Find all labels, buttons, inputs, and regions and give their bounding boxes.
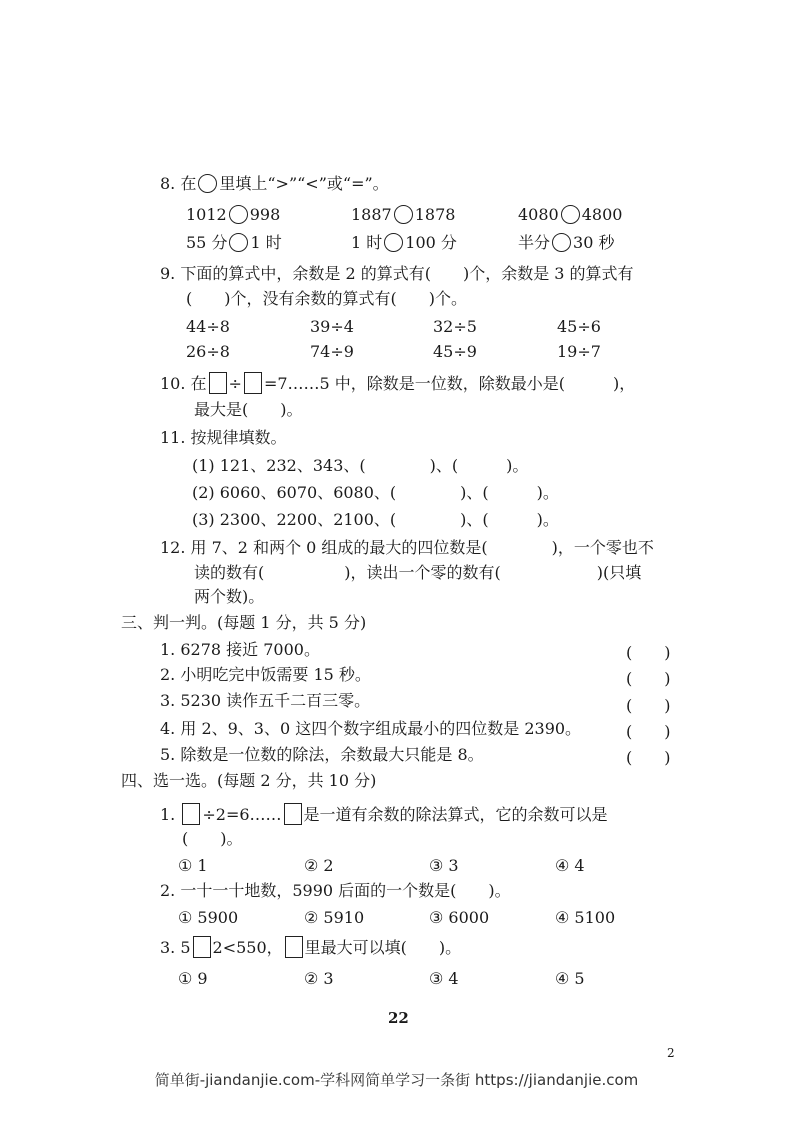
answer-paren-1[interactable]: ( ) [626, 643, 671, 662]
choice-q3-opt-4[interactable]: ④ 5 [555, 969, 585, 988]
choice-q2-opt-3[interactable]: ③ 6000 [429, 908, 490, 927]
q9-expr-1: 44÷8 [186, 317, 230, 336]
q8-row2-item3 [518, 233, 614, 253]
answer-paren-5[interactable]: ( ) [626, 748, 671, 767]
q8-row1-item1 [186, 205, 280, 225]
choice-q2-opt-4[interactable]: ④ 5100 [555, 908, 616, 927]
choice-q1-opt-4[interactable]: ④ 4 [555, 856, 585, 875]
blank-box-icon[interactable] [182, 803, 200, 825]
q9-expr-2: 39÷4 [310, 317, 354, 336]
q9-expr-5: 26÷8 [186, 342, 230, 361]
q11-item-2: (2) 6060、6070、6080、( )、( )。 [192, 483, 559, 502]
q9-expr-7: 45÷9 [433, 342, 477, 361]
choice-q3-text-b: 2<550， [212, 938, 283, 957]
judge-item-5: 5. 除数是一位数的除法，余数最大只能是 8。 [160, 745, 484, 764]
q9-line1: 9. 下面的算式中，余数是 2 的算式有( )个，余数是 3 的算式有 [160, 264, 634, 283]
page-number: 22 [388, 1009, 409, 1027]
compare-left: 1012 [186, 205, 227, 224]
q11-item-1: (1) 121、232、343、( )、( )。 [192, 456, 529, 475]
choice-q1-line1 [160, 803, 608, 825]
judge-item-2: 2. 小明吃完中饭需要 15 秒。 [160, 665, 371, 684]
choice-q1-text-a: 1. [160, 805, 176, 824]
answer-paren-2[interactable]: ( ) [626, 669, 671, 688]
q10-text-c: =7……5 中，除数是一位数，除数最小是( )， [263, 374, 636, 393]
q9-expr-3: 32÷5 [433, 317, 477, 336]
choice-q2-opt-1[interactable]: ① 5900 [178, 908, 239, 927]
q10-text-a: 10. 在 [160, 374, 207, 393]
compare-right: 100 分 [405, 233, 457, 252]
choice-q1-opt-2[interactable]: ② 2 [304, 856, 334, 875]
choice-q1-text-c: 是一道有余数的除法算式，它的余数可以是 [303, 805, 608, 824]
blank-circle-icon[interactable] [552, 233, 571, 252]
q10-line1 [160, 372, 635, 394]
choice-q1-opt-1[interactable]: ① 1 [178, 856, 208, 875]
q10-line2: 最大是( )。 [194, 400, 303, 419]
choice-q2-opt-2[interactable]: ② 5910 [304, 908, 365, 927]
choice-q1-text-b: ÷2=6…… [202, 805, 282, 824]
corner-page-number: 2 [667, 1046, 675, 1060]
q9-expr-6: 74÷9 [310, 342, 354, 361]
choice-q3-line [160, 936, 461, 958]
choice-q3-text-c: 里最大可以填( )。 [304, 938, 462, 957]
q10-text-b: ÷ [228, 374, 242, 393]
section4-title: 四、选一选。(每题 2 分，共 10 分) [121, 771, 377, 790]
choice-q1-opt-3[interactable]: ③ 3 [429, 856, 459, 875]
footer-watermark: 简单街-jiandanjie.com-学科网简单学习一条街 https://jiandanjie.com [154, 1071, 639, 1089]
q9-expr-4: 45÷6 [557, 317, 601, 336]
blank-circle-icon[interactable] [229, 233, 248, 252]
blank-circle-icon[interactable] [561, 205, 580, 224]
q8-intro-b: 里填上“>”“<”或“=”。 [219, 174, 389, 193]
blank-box-icon[interactable] [244, 372, 262, 394]
q12-line1: 12. 用 7、2 和两个 0 组成的最大的四位数是( )，一个零也不 [160, 538, 654, 557]
q8-row1-item2 [351, 205, 455, 225]
choice-q3-opt-3[interactable]: ③ 4 [429, 969, 459, 988]
q8-instruction [160, 174, 389, 194]
q8-row1-item3 [518, 205, 622, 225]
blank-circle-icon[interactable] [229, 205, 248, 224]
judge-item-1: 1. 6278 接近 7000。 [160, 640, 320, 659]
q9-line2: ( )个，没有余数的算式有( )个。 [186, 289, 467, 308]
choice-q3-opt-1[interactable]: ① 9 [178, 969, 208, 988]
blank-box-icon[interactable] [285, 936, 303, 958]
blank-circle-icon[interactable] [394, 205, 413, 224]
blank-box-icon[interactable] [284, 803, 302, 825]
choice-q3-opt-2[interactable]: ② 3 [304, 969, 334, 988]
compare-right: 30 秒 [573, 233, 615, 252]
compare-left: 55 分 [186, 233, 228, 252]
compare-right: 4800 [581, 205, 623, 224]
q8-row2-item1 [186, 233, 282, 253]
compare-left: 半分 [518, 233, 551, 252]
choice-q3-text-a: 3. 5 [160, 938, 191, 957]
choice-q1-line2: ( )。 [182, 829, 243, 848]
q8-row2-item2 [351, 233, 457, 253]
compare-right: 1 时 [250, 233, 282, 252]
q11-item-3: (3) 2300、2200、2100、( )、( )。 [192, 510, 559, 529]
choice-q2-line: 2. 一十一十地数，5990 后面的一个数是( )。 [160, 881, 511, 900]
blank-box-icon[interactable] [193, 936, 211, 958]
q12-line2: 读的数有( )，读出一个零的数有( )(只填 [194, 563, 642, 582]
q8-intro-a: 8. 在 [160, 174, 197, 193]
compare-left: 1 时 [351, 233, 383, 252]
answer-paren-3[interactable]: ( ) [626, 696, 671, 715]
judge-item-3: 3. 5230 读作五千二百三零。 [160, 691, 371, 710]
compare-left: 1887 [351, 205, 392, 224]
q9-expr-8: 19÷7 [557, 342, 601, 361]
blank-box-icon[interactable] [209, 372, 227, 394]
section3-title: 三、判一判。(每题 1 分，共 5 分) [121, 613, 367, 632]
compare-right: 1878 [414, 205, 456, 224]
blank-circle-icon[interactable] [198, 174, 217, 193]
judge-item-4: 4. 用 2、9、3、0 这四个数字组成最小的四位数是 2390。 [160, 719, 582, 738]
compare-left: 4080 [518, 205, 559, 224]
q12-line3: 两个数)。 [194, 587, 265, 606]
answer-paren-4[interactable]: ( ) [626, 722, 671, 741]
compare-right: 998 [249, 205, 281, 224]
q11-title: 11. 按规律填数。 [160, 428, 287, 447]
blank-circle-icon[interactable] [384, 233, 403, 252]
